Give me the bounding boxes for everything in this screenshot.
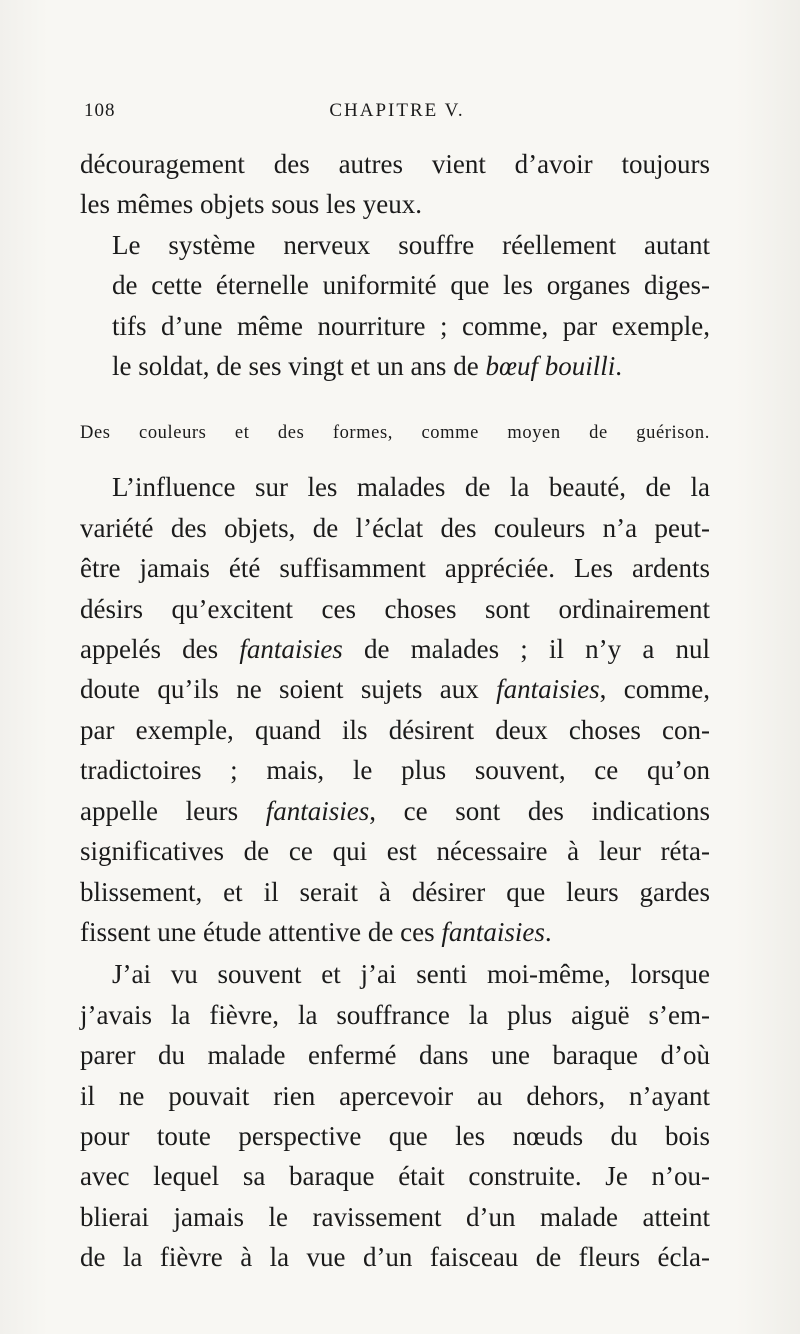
text-run: le soldat, de ses vingt et un ans de (112, 351, 486, 382)
text-run: . (544, 916, 552, 947)
text-line (80, 346, 710, 386)
text-line: être jamais été suffisamment appréciée. Les ardents (80, 553, 710, 584)
text-line: Le système nerveux souffre réellement autant (112, 229, 710, 260)
text-line: pour toute perspective que les nœuds du bois (80, 1120, 710, 1151)
text-line: de cette éternelle uniformité que les organes diges- (112, 270, 710, 301)
text-run: appelle leurs (80, 795, 266, 826)
text-line (80, 629, 710, 669)
text-line: avec lequel sa baraque était construite. Je n’ou- (80, 1161, 710, 1192)
text-line (80, 912, 710, 952)
body-text (80, 144, 710, 1278)
text-line: blierai jamais le ravissement d’un malade atteint (80, 1201, 710, 1232)
page-number: 108 (84, 100, 116, 121)
text-line: par exemple, quand ils désirent deux choses con- (80, 714, 710, 745)
text-line: il ne pouvait rien apercevoir au dehors, n’ayant (80, 1080, 710, 1111)
text-line: désirs qu’excitent ces choses sont ordinairement (80, 593, 710, 624)
section-heading: Des couleurs et des formes, comme moyen de guérison. (80, 423, 710, 444)
text-run: de malades ; il n’y a nul (342, 634, 710, 665)
text-line: J’ai vu souvent et j’ai senti moi-même, lorsque (112, 959, 710, 990)
text-run: doute qu’ils ne soient sujets aux (80, 674, 497, 705)
text-line (80, 669, 710, 709)
text-line: les mêmes objets sous les yeux. (80, 189, 422, 220)
text-line: variété des objets, de l’éclat des couleurs n’a peut- (80, 512, 710, 543)
italic-text: fantaisies (239, 634, 343, 665)
text-run: , ce sont des indications (369, 795, 710, 826)
text-line: L’influence sur les malades de la beauté, de la (112, 472, 710, 503)
text-line: significatives de ce qui est nécessaire à leur réta- (80, 836, 710, 867)
italic-text: fantaisies (441, 916, 545, 947)
text-line: tradictoires ; mais, le plus souvent, ce qu’on (80, 755, 710, 786)
page-header (84, 100, 710, 132)
text-run: appelés des (80, 634, 240, 665)
text-line: parer du malade enfermé dans une baraque d’où (80, 1040, 710, 1071)
text-line: découragement des autres vient d’avoir toujours (80, 149, 710, 179)
text-line: blissement, et il serait à désirer que leurs gardes (80, 876, 710, 907)
text-run: , comme, (599, 674, 710, 705)
text-line: de la fièvre à la vue d’un faisceau de fleurs écla- (80, 1242, 710, 1273)
text-run: . (615, 351, 622, 382)
text-run: fissent une étude attentive de ces (80, 916, 442, 947)
paragraph (80, 467, 710, 952)
text-line: j’avais la fièvre, la souffrance la plus aiguë s’em- (80, 999, 710, 1030)
paragraph (80, 225, 710, 387)
paragraph (80, 144, 710, 225)
italic-text: fantaisies (496, 674, 600, 705)
italic-text: fantaisies (265, 795, 370, 826)
paragraph (80, 954, 710, 1277)
text-line: tifs d’une même nourriture ; comme, par exemple, (112, 310, 710, 341)
text-line (80, 791, 710, 831)
italic-text: bœuf bouilli (485, 351, 616, 382)
running-head: CHAPITRE V. (329, 100, 465, 121)
